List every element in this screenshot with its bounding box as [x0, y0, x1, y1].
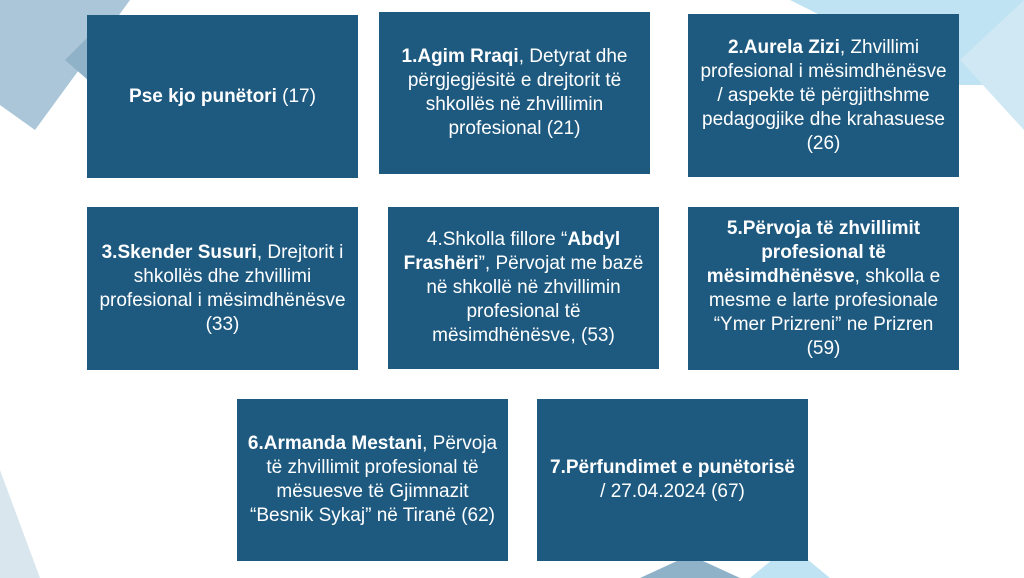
card-intro [87, 15, 358, 178]
card-5-title: 5.Përvoja të zhvillimit profesional të mësimdhënësve [706, 217, 921, 287]
card-agim-rraqi [379, 12, 650, 174]
card-7-text: / 27.04.2024 (67) [600, 481, 745, 502]
card-6-title: 6.Armanda Mestani [247, 433, 423, 454]
card-4-text: ”, Përvojat me bazë në shkollë në zhvillimin profesional të mësimdhënësve, (53) [426, 253, 644, 346]
decor-shape-bottom-left [0, 470, 40, 578]
card-6-text: , Përvoja të zhvillimit profesional të mësuesve të Gjimnazit “Besnik Sykaj” në Tiranë (62) [250, 433, 498, 526]
card-2-title: 2.Aurela Zizi [727, 36, 840, 58]
card-4-title: Abdyl Frashëri [403, 229, 621, 274]
card-armanda-mestani [237, 399, 508, 561]
card-1-title: 1.Agim Rraqi [401, 46, 519, 67]
card-abdyl-frasheri [388, 207, 659, 369]
card-5-text: , shkolla e mesme e larte profesionale “Ymer Prizreni” ne Prizren (59) [708, 265, 941, 359]
card-conclusions [537, 399, 808, 561]
card-skender-susuri [87, 207, 358, 370]
card-3-title: 3.Skender Susuri [101, 241, 257, 263]
card-1-text: , Detyrat dhe përgjegjësitë e drejtorit të shkollës në zhvillimin profesional (21) [407, 46, 628, 139]
card-intro-title: Pse kjo punëtori [129, 85, 277, 107]
card-ymer-prizreni [688, 207, 959, 370]
card-2-text: , Zhvillimi profesional i mësimdhënësve / aspekte të përgjithshme pedagogjike dhe krahasuese (26) [700, 36, 947, 154]
card-3-text: , Drejtorit i shkollës dhe zhvillimi profesional i mësimdhënësve (33) [99, 241, 346, 335]
card-aurela-zizi [688, 14, 959, 177]
card-intro-text: (17) [276, 85, 316, 107]
card-4-pre: 4.Shkolla fillore “ [426, 229, 568, 250]
card-7-title: 7.Përfundimet e punëtorisë [550, 457, 795, 478]
